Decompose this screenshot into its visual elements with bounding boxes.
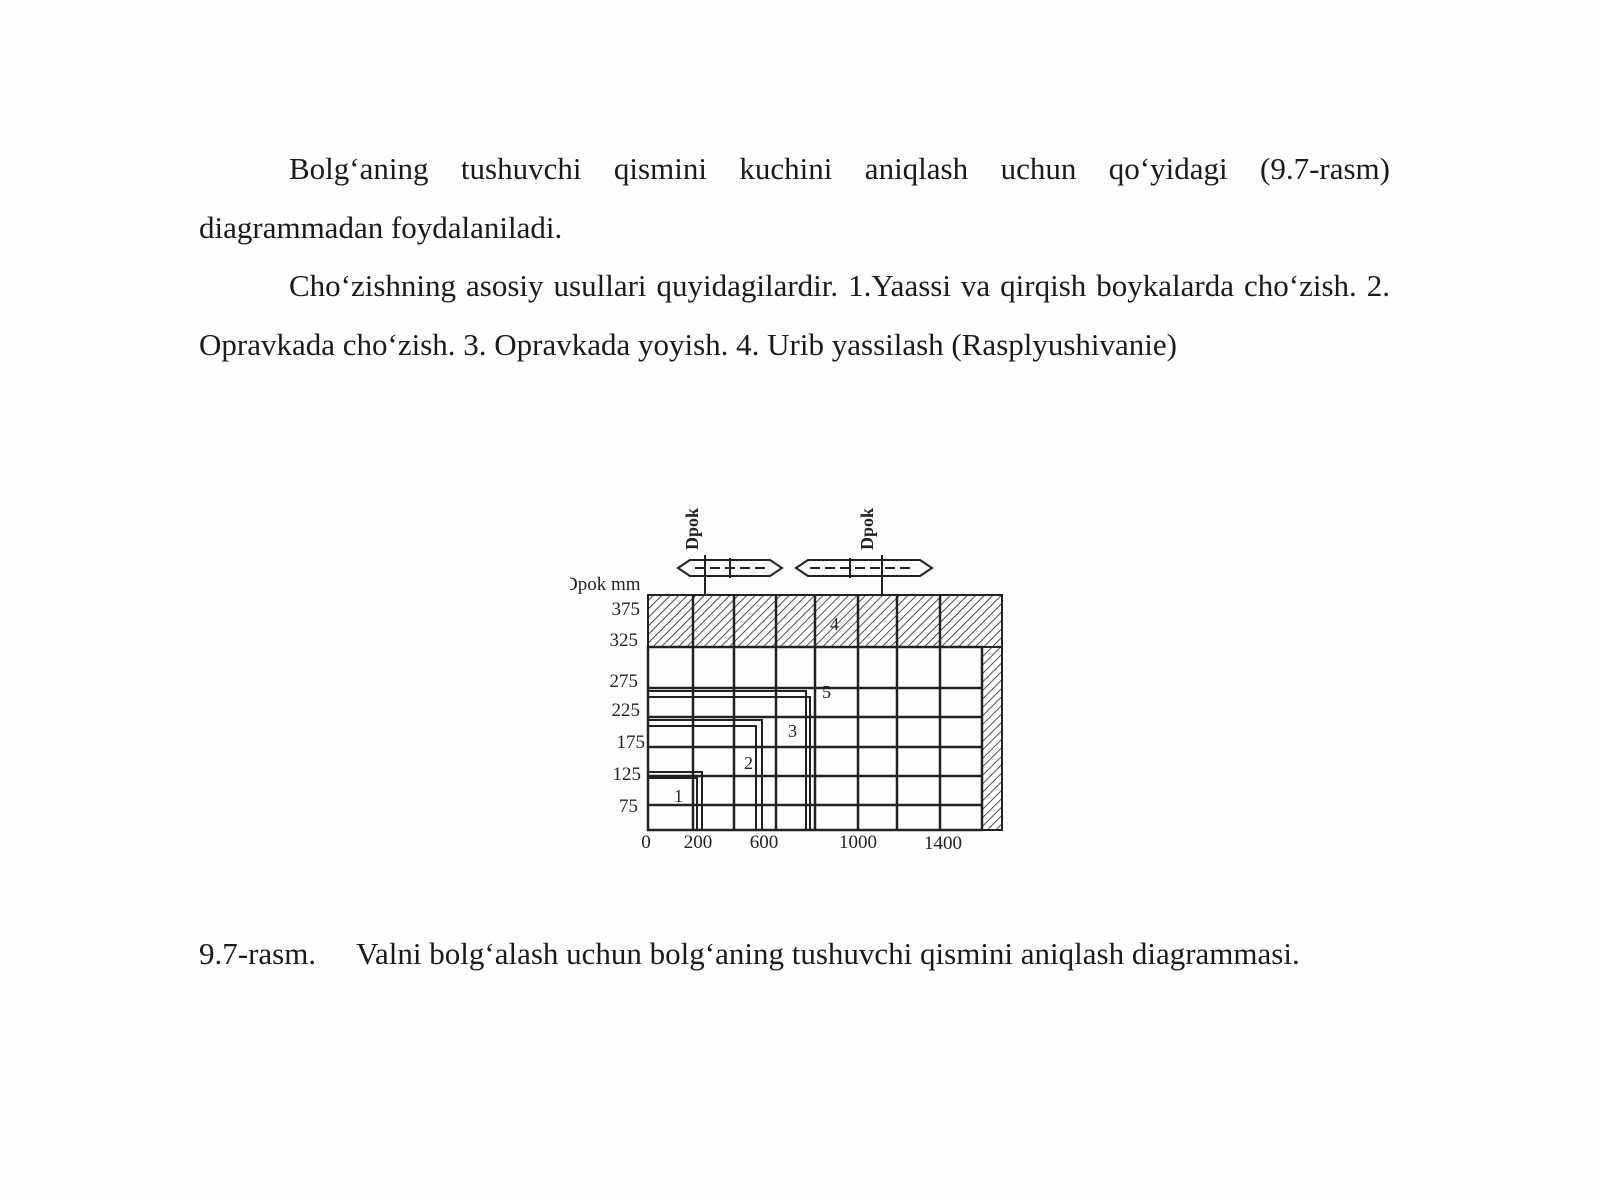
x-tick-0: 0 <box>641 832 651 853</box>
x-tick-200: 200 <box>683 832 713 853</box>
zone-label-2: 2 <box>744 753 753 773</box>
figure-diagram <box>570 500 1030 880</box>
x-tick-600: 600 <box>749 832 779 853</box>
zone-label-3: 3 <box>788 721 797 741</box>
y-tick-325: 325 <box>609 630 638 651</box>
dpok-label-2: Dpok <box>857 507 877 550</box>
y-axis-label: Dpok mm <box>570 574 641 595</box>
y-axis-ticks <box>610 599 646 817</box>
y-tick-275: 275 <box>609 671 638 692</box>
zone-boundaries <box>648 691 810 830</box>
shaft-icon-1 <box>678 555 782 595</box>
x-tick-1400: 1400 <box>924 833 962 854</box>
zone-4-hatched-right <box>982 647 1002 830</box>
paragraph-1: Bolg‘aning tushuvchi qismini kuchini aniqlash uchun qo‘yidagi (9.7-rasm) diagrammadan foydalaniladi. <box>199 151 1390 245</box>
caption-text: Valni bolg‘alash uchun bolg‘aning tushuvchi qismini aniqlash diagrammasi. <box>356 936 1300 971</box>
zone-label-4: 4 <box>830 614 839 634</box>
paragraph-2: Cho‘zishning asosiy usullari quyidagilardir. 1.Yaassi va qirqish boykalarda cho‘zish. 2. Opravkada cho‘zish. 3. Opravkada yoyish. 4. Urib yassilash (Rasplyushivanie) <box>199 268 1390 362</box>
zone-label-5: 5 <box>822 682 831 702</box>
zone-label-1: 1 <box>674 786 683 806</box>
diagram-svg <box>570 500 1030 880</box>
zone-4-hatched <box>648 595 1002 647</box>
caption-label: 9.7-rasm. <box>199 936 317 971</box>
figure-caption <box>199 924 1390 984</box>
y-tick-175: 175 <box>616 732 645 753</box>
y-tick-225: 225 <box>611 700 640 721</box>
y-tick-75: 75 <box>619 796 638 817</box>
shaft-icon-2 <box>796 555 932 595</box>
y-tick-125: 125 <box>612 764 641 785</box>
dpok-label-1: Dpok <box>682 507 702 550</box>
x-tick-1000: 1000 <box>839 832 877 853</box>
x-axis-ticks <box>641 832 962 854</box>
y-tick-375: 375 <box>611 599 640 620</box>
